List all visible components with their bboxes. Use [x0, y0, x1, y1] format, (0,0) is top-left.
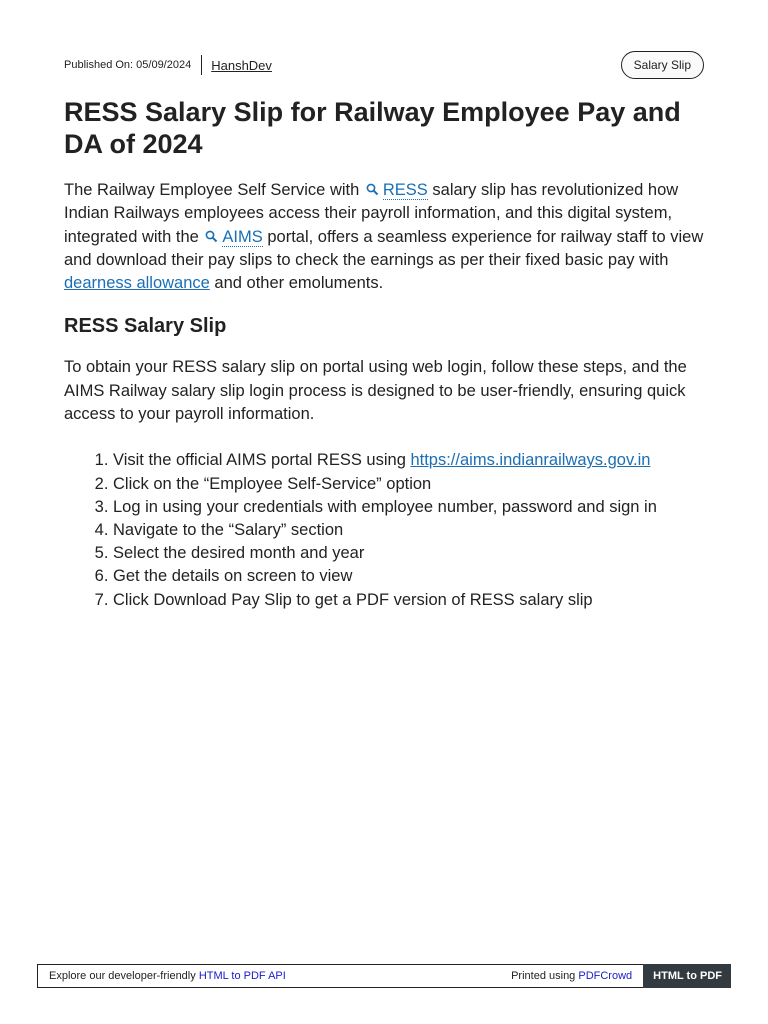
footer-printed: [511, 970, 643, 982]
list-item: 6. Get the details on screen to view: [113, 565, 704, 588]
steps-list: [64, 449, 704, 611]
aims-portal-link[interactable]: https://aims.indianrailways.gov.in: [410, 451, 651, 470]
article-title: RESS Salary Slip for Railway Employee Pay and DA of 2024: [64, 97, 681, 159]
footer-printed-text: Printed using: [511, 970, 579, 982]
meta-divider: [201, 55, 202, 75]
published-date: Published On: 05/09/2024: [64, 59, 192, 71]
intro-text-1: The Railway Employee Self Service with: [64, 181, 364, 199]
search-icon: [366, 183, 379, 196]
keyword-aims-link[interactable]: AIMS: [222, 227, 263, 246]
footer-explore: [38, 970, 286, 982]
list-item: 3. Log in using your credentials with employee number, password and sign in: [113, 496, 704, 519]
pdfcrowd-footer: [37, 964, 731, 988]
list-item: 5. Select the desired month and year: [113, 542, 704, 565]
section-paragraph: To obtain your RESS salary slip on portal using web login, follow these steps, and the AIMS Railway salary slip login process is designed to be user-friendly, ensuring quick access to your payroll information.: [64, 358, 687, 424]
step-text: Visit the official AIMS portal RESS using: [113, 451, 411, 470]
pdfcrowd-link[interactable]: PDFCrowd: [578, 970, 633, 982]
category-tag-button[interactable]: Salary Slip: [621, 51, 704, 79]
footer-explore-text: Explore our developer-friendly: [49, 970, 199, 982]
article-content: [64, 96, 704, 612]
intro-text-3: portal, offers a seamless experience for railway staff to view and download their pay slips to check the earnings as per their fixed basic pay with: [64, 227, 704, 269]
article-meta: [64, 52, 704, 78]
list-item: [113, 449, 704, 472]
list-item: 2. Click on the “Employee Self-Service” option: [113, 473, 704, 496]
section-heading: RESS Salary Slip: [64, 315, 227, 338]
author-link[interactable]: HanshDev: [211, 57, 272, 73]
intro-paragraph: [64, 179, 704, 295]
list-item: 7. Click Download Pay Slip to get a PDF version of RESS salary slip: [113, 589, 704, 612]
html-to-pdf-api-link[interactable]: HTML to PDF API: [198, 970, 286, 982]
keyword-ress-link[interactable]: RESS: [382, 181, 428, 199]
search-icon: [205, 230, 218, 243]
list-item: 4. Navigate to the “Salary” section: [113, 519, 704, 542]
dearness-allowance-link[interactable]: dearness allowance: [64, 274, 210, 293]
intro-text-4: and other emoluments.: [209, 274, 384, 293]
html-to-pdf-button[interactable]: HTML to PDF: [643, 964, 731, 988]
intro-text-2: salary slip has revolutionized how Indian Railways employees access their payroll information, and this digital system, integrated with the: [64, 181, 679, 246]
